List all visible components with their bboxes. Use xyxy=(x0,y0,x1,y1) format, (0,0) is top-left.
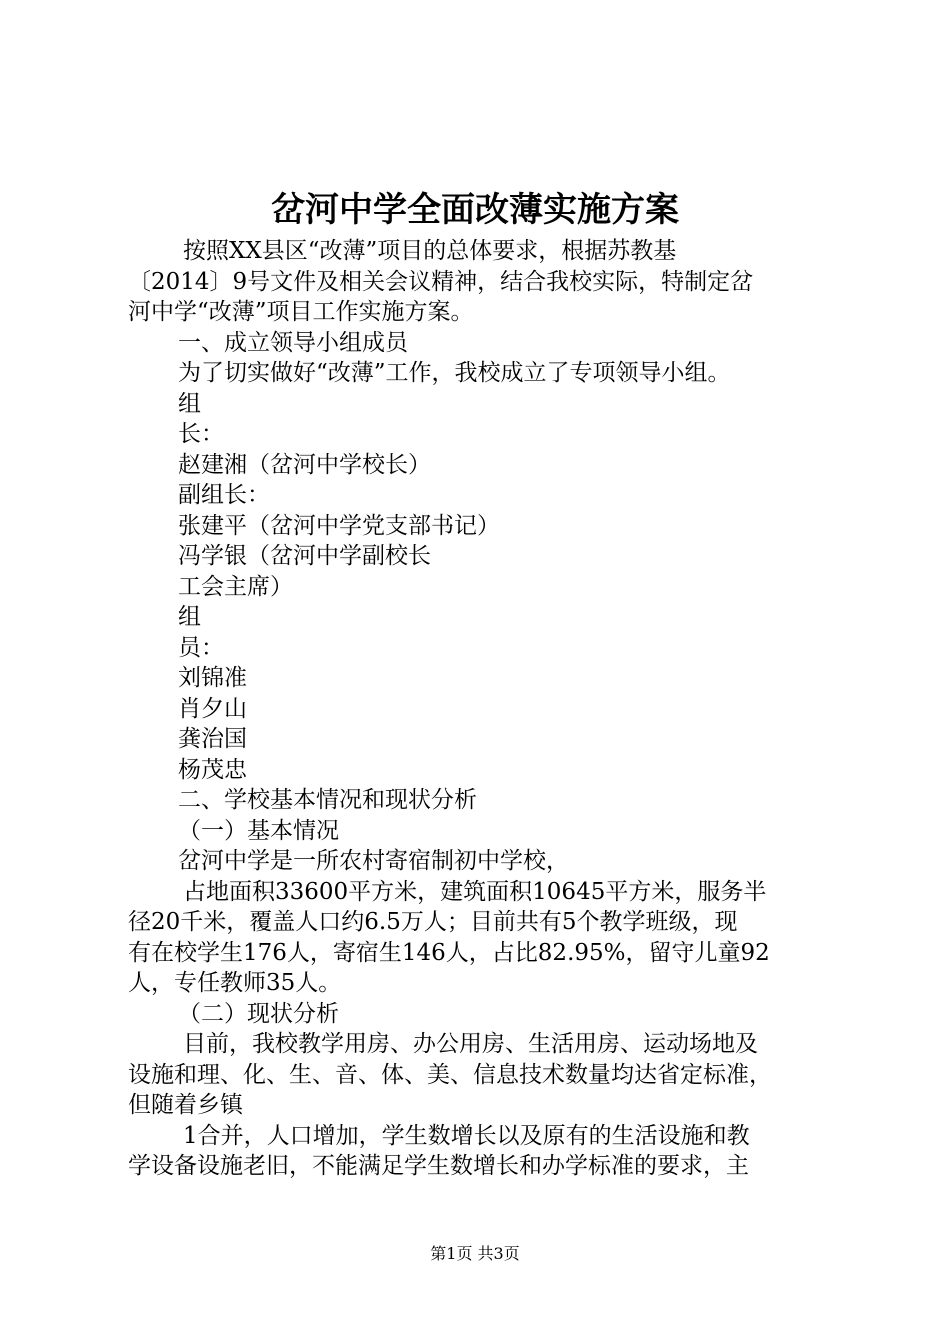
member-line: 刘锦准 xyxy=(178,665,247,691)
member-line: 龚治国 xyxy=(178,726,247,752)
document-body xyxy=(128,236,828,1182)
member-line: 赵建湘（岔河中学校长） xyxy=(178,451,431,478)
member-line: 冯学银（岔河中学副校长 xyxy=(178,543,431,569)
paragraph-line: 〔2014〕9号文件及相关会议精神，结合我校实际，特制定岔 xyxy=(128,268,754,295)
paragraph-line: 按照XX县区“改薄”项目的总体要求，根据苏教基 xyxy=(183,238,677,264)
paragraph-line: 设施和理、化、生、音、体、美、信息技术数量均达省定标准， xyxy=(128,1061,772,1088)
paragraph-line: 1合并，人口增加，学生数增长以及原有的生活设施和教 xyxy=(183,1122,750,1149)
paragraph-line: 河中学“改薄”项目工作实施方案。 xyxy=(128,299,474,325)
paragraph-line: 副组长： xyxy=(178,482,270,508)
paragraph-line: 径20千米，覆盖人口约6.5万人；目前共有5个教学班级，现 xyxy=(128,909,738,935)
section-heading: 二、学校基本情况和现状分析 xyxy=(178,787,477,813)
subsection-heading: （二）现状分析 xyxy=(178,1000,339,1027)
section-heading: 一、成立领导小组成员 xyxy=(178,329,408,356)
page-footer: 第1页 共3页 xyxy=(430,1244,520,1263)
paragraph-line: 但随着乡镇 xyxy=(128,1092,243,1118)
document-title: 岔河中学全面改薄实施方案 xyxy=(271,190,679,230)
paragraph-line: 组 xyxy=(178,604,201,630)
paragraph-line: 学设备设施老旧，不能满足学生数增长和办学标准的要求，主 xyxy=(128,1153,749,1179)
subsection-heading: （一）基本情况 xyxy=(178,817,339,844)
member-line: 张建平（岔河中学党支部书记） xyxy=(178,512,500,539)
member-line: 杨茂忠 xyxy=(178,756,247,783)
paragraph-line: 目前，我校教学用房、办公用房、生活用房、运动场地及 xyxy=(183,1031,758,1057)
paragraph-line: 员： xyxy=(178,634,224,661)
member-line: 工会主席） xyxy=(178,573,293,600)
paragraph-line: 组 xyxy=(178,390,201,417)
member-line: 肖夕山 xyxy=(178,695,247,722)
paragraph-line: 长： xyxy=(178,421,224,447)
paragraph-line: 人，专任教师35人。 xyxy=(128,970,342,996)
paragraph-line: 岔河中学是一所农村寄宿制初中学校， xyxy=(178,848,569,874)
paragraph-line: 占地面积33600平方米，建筑面积10645平方米，服务半 xyxy=(183,878,767,905)
paragraph-line: 为了切实做好“改薄”工作，我校成立了专项领导小组。 xyxy=(178,360,731,386)
paragraph-line: 有在校学生176人，寄宿生146人，占比82.95%，留守儿童92 xyxy=(128,939,770,966)
